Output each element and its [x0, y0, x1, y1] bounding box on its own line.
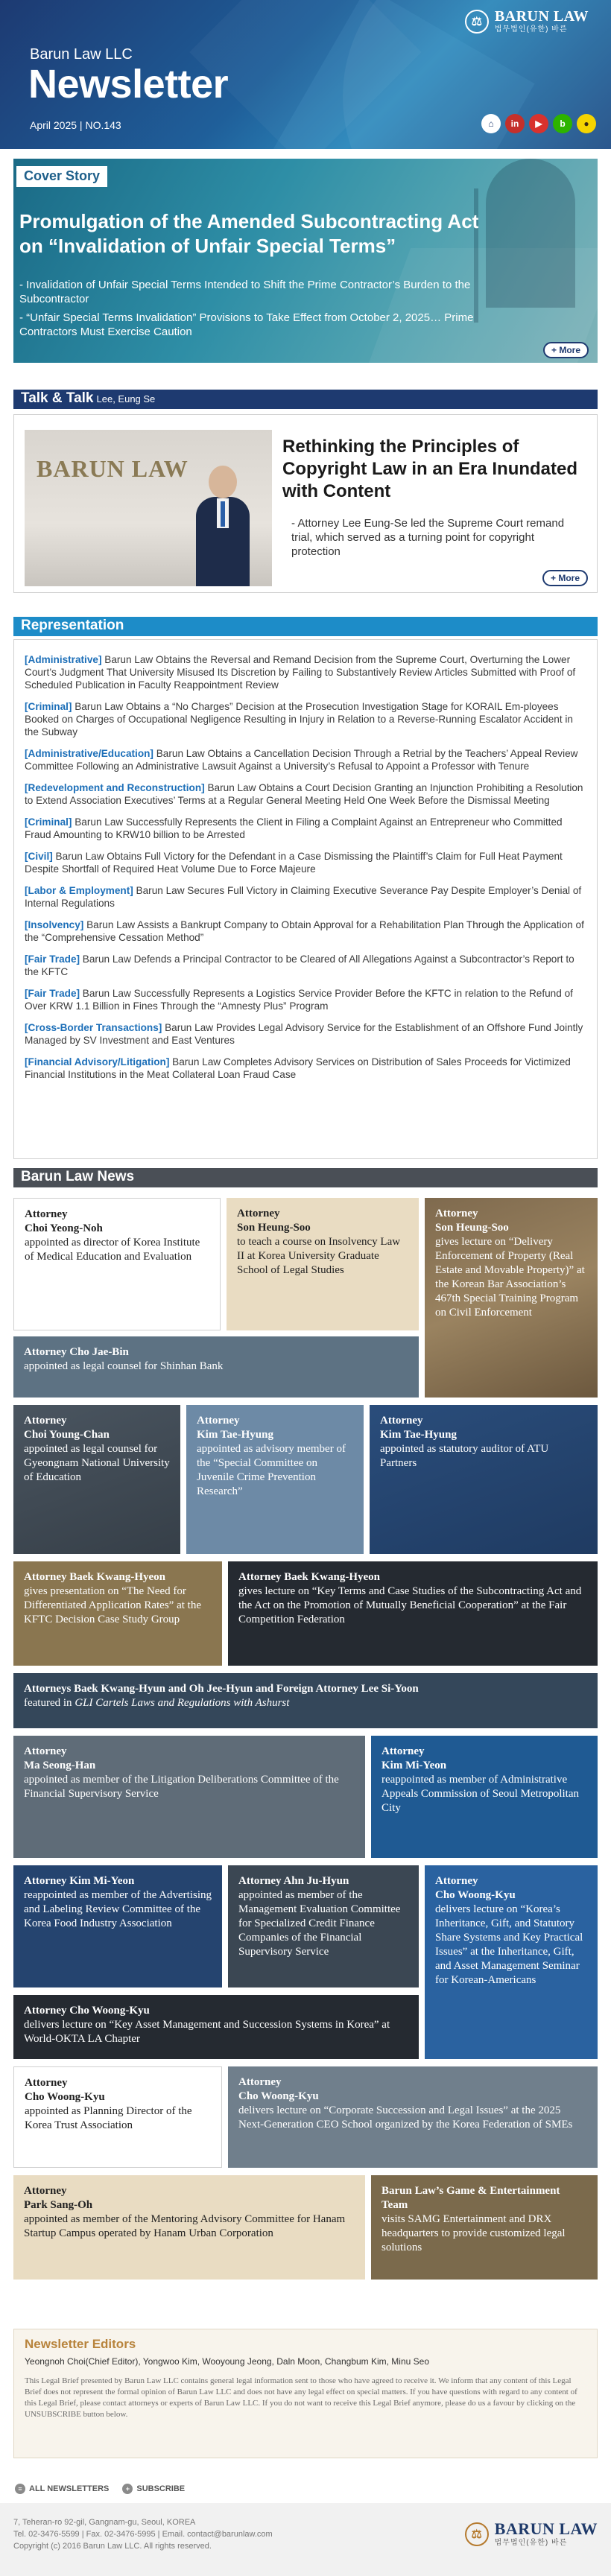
section-title: Barun Law News	[21, 1169, 135, 1184]
plus-icon: +	[122, 2484, 133, 2494]
editors-title: Newsletter Editors	[25, 2337, 136, 2351]
list-item[interactable]	[25, 1056, 586, 1081]
news-section-bar	[13, 1168, 598, 1187]
news-name: Choi Young-Chan	[24, 1429, 110, 1441]
list-icon: ≡	[15, 2484, 25, 2494]
news-role: Attorney	[24, 2185, 67, 2197]
newsletter-editors	[13, 2329, 598, 2458]
category-tag: [Fair Trade]	[25, 954, 80, 965]
news-card[interactable]	[13, 1736, 365, 1858]
news-name: Kim Tae-Hyung	[380, 1429, 457, 1441]
item-text: Barun Law Successfully Represents the Client in Filing a Complaint Against an Entrepreneur who Committed Fraud Amounting to KRW10 billion to be Arrested	[25, 816, 563, 840]
news-name: Kim Mi-Yeon	[382, 1760, 447, 1771]
talk-title[interactable]: Rethinking the Principles of Copyright Law in an Era Inundated with Content	[282, 437, 578, 501]
news-name: Park Sang-Oh	[24, 2199, 93, 2211]
category-tag: [Insolvency]	[25, 919, 84, 930]
news-role: Attorney	[237, 1208, 280, 1219]
category-tag: [Criminal]	[25, 701, 72, 712]
news-role: Attorney	[25, 1208, 68, 1220]
news-name: Choi Yeong-Noh	[25, 1222, 103, 1234]
footer-logo[interactable]	[465, 2521, 598, 2547]
news-card[interactable]	[371, 1736, 598, 1858]
news-role: Attorney Ahn Ju-Hyun	[238, 1875, 349, 1887]
cover-story-bullets	[19, 278, 481, 343]
news-card[interactable]	[425, 1198, 598, 1398]
news-card[interactable]	[13, 1995, 419, 2059]
logo-text: BARUN LAW	[494, 8, 589, 25]
news-text: appointed as Planning Director of the Korea Trust Association	[25, 2105, 192, 2131]
disclaimer: This Legal Brief presented by Barun Law LLC contains general legal information sent to those who have agreed to receive it. We inform that any content of this Legal Brief does not represent the formal opinion of Barun Law LLC and does not have any legal effect on special matters. If you have questions with regard to any content of this Legal Brief, please contact attorneys or experts of Barun Law LLC. If you do not want to receive this Legal Brief anymore, please do us a favour by clicking on the UNSUBSCRIBE button below.	[25, 2376, 577, 2419]
list-item[interactable]	[25, 653, 586, 691]
news-card[interactable]	[13, 1673, 598, 1728]
news-text: appointed as legal counsel for Shinhan Bank	[24, 1360, 224, 1372]
firm-name: Barun Law LLC	[30, 46, 133, 63]
item-text: Barun Law Obtains Full Victory for the Defendant in a Case Dismissing the Plaintiff’s Claim for Full Heat Payment Despite Shortfall of Required Heat Volume Due to Force Majeure	[25, 851, 563, 875]
news-name: Son Heung-Soo	[435, 1222, 509, 1234]
item-text: Barun Law Successfully Represents a Logistics Service Provider Before the KFTC in relation to the Refund of Over KRW 1.1 Billion in Fines Through the “Amnesty Plus” Program	[25, 988, 573, 1012]
news-card[interactable]	[186, 1405, 364, 1554]
address-line: 7, Teheran-ro 92-gil, Gangnam-gu, Seoul, KOREA	[13, 2518, 196, 2527]
list-item[interactable]	[25, 781, 586, 807]
subscribe-link[interactable]	[122, 2484, 185, 2494]
news-text: appointed as director of Korea Institute of Medical Education and Evaluation	[25, 1237, 200, 1263]
news-text: to teach a course on Insolvency Law II at Korea University Graduate School of Legal Studies	[237, 1236, 401, 1276]
editors-names: Yeongnoh Choi(Chief Editor), Yongwoo Kim, Wooyoung Jeong, Daln Moon, Changbum Kim, Minu Seo	[25, 2356, 429, 2367]
list-item[interactable]	[25, 953, 586, 978]
news-card[interactable]	[13, 2175, 365, 2280]
news-text: delivers lecture on “Key Asset Management and Succession Systems in Korea” at World-OKTA LA Chapter	[24, 2019, 390, 2045]
news-card[interactable]	[13, 2066, 222, 2168]
link-label: ALL NEWSLETTERS	[29, 2484, 110, 2493]
news-text: delivers lecture on “Corporate Succession and Legal Issues” at the 2025 Next-Generation CEO School organized by the Korea Federation of SMEs	[238, 2104, 573, 2131]
representation-list	[13, 639, 598, 1159]
news-role: Attorney Cho Jae-Bin	[24, 1346, 129, 1358]
item-text: Barun Law Secures Full Victory in Claiming Executive Severance Pay Despite Employer’s Denial of Internal Regulations	[25, 885, 582, 909]
logo-subtext: 법무법인(유한) 바른	[494, 25, 568, 34]
list-item[interactable]	[25, 747, 586, 773]
contact-line: Tel. 02-3476-5599 | Fax. 02-3476-5995 | Email. contact@barunlaw.com	[13, 2530, 273, 2539]
barun-law-logo[interactable]	[465, 9, 589, 34]
list-item[interactable]	[25, 700, 586, 738]
section-title: Representation	[21, 618, 124, 633]
news-text: appointed as member of the Litigation Deliberations Committee of the Financial Supervisory Service	[24, 1774, 339, 1800]
category-tag: [Fair Trade]	[25, 988, 80, 999]
item-text: Barun Law Obtains a “No Charges” Decision at the Prosecution Investigation Stage for KORAIL Em-ployees Booked on Charges of Occupational Negligence Resulting in Injury in Relation to a Reverse-Running Escalator Accident in the Subway	[25, 701, 573, 737]
linkedin-icon[interactable]: in	[505, 114, 525, 133]
category-tag: [Criminal]	[25, 816, 72, 828]
news-text: gives lecture on “Key Terms and Case Studies of the Subcontracting Act and the Act on the Promotion of Mutually Beneficial Cooperation” at the Fair Competition Federation	[238, 1585, 582, 1625]
representation-section-bar	[13, 617, 598, 636]
news-card[interactable]	[13, 1405, 180, 1554]
news-text: delivers lecture on “Korea’s Inheritance, Gift, and Statutory Share Systems and Key Practical Issues” at the Inheritance, Gift, and Asset Management Seminar for Korean-Americans	[435, 1903, 583, 1986]
item-text: Barun Law Completes Advisory Services on Distribution of Sales Proceeds for Victimized Financial Institutions in the Meat Collateral Loan Fraud Case	[25, 1056, 571, 1080]
blog-icon[interactable]: b	[553, 114, 572, 133]
news-card[interactable]	[228, 1865, 419, 1987]
logo-emblem-icon: ⚖	[465, 2522, 489, 2546]
issue-info: April 2025 | NO.143	[30, 119, 121, 131]
category-tag: [Financial Advisory/Litigation]	[25, 1056, 170, 1067]
news-role: Attorney Kim Mi-Yeon	[24, 1875, 135, 1887]
news-card[interactable]	[13, 1336, 419, 1398]
news-card[interactable]	[228, 1561, 598, 1666]
news-role: Attorney Baek Kwang-Hyeon	[238, 1571, 380, 1583]
cover-bullet: - “Unfair Special Terms Invalidation” Provisions to Take Effect from October 2, 2025… Prime Contractors Must Exercise Caution	[19, 311, 474, 338]
social-links	[481, 114, 596, 133]
news-name: Cho Woong-Kyu	[435, 1889, 516, 1901]
logo-text: BARUN LAW	[494, 2519, 598, 2538]
talk-section-bar	[13, 390, 598, 409]
news-card[interactable]	[13, 1198, 221, 1330]
news-card[interactable]	[228, 2066, 598, 2168]
list-item[interactable]	[25, 987, 586, 1012]
news-role: Attorney	[24, 1415, 67, 1427]
news-card[interactable]	[425, 1865, 598, 2059]
news-role: Attorney	[25, 2077, 68, 2089]
news-text: appointed as legal counsel for Gyeongnam National University of Education	[24, 1443, 170, 1483]
talk-description: - Attorney Lee Eung-Se led the Supreme Court remand trial, which served as a turning point for copyright protection	[291, 517, 565, 558]
all-newsletters-link[interactable]	[15, 2484, 109, 2494]
copyright: Copyright (c) 2016 Barun Law LLC. All rights reserved.	[13, 2542, 212, 2551]
news-role: Attorney	[380, 1415, 423, 1427]
category-tag: [Administrative]	[25, 654, 102, 665]
news-card[interactable]	[227, 1198, 419, 1330]
list-item[interactable]	[25, 850, 586, 875]
newsletter-title: Newsletter	[28, 62, 229, 107]
news-role: Attorney	[382, 1745, 425, 1757]
list-item[interactable]	[25, 884, 586, 910]
youtube-icon[interactable]: ▶	[529, 114, 548, 133]
news-card[interactable]	[370, 1405, 598, 1554]
news-role: Attorney	[24, 1745, 67, 1757]
item-text: Barun Law Obtains the Reversal and Remand Decision from the Supreme Court, Overturning the Lower Court’s Judgment That University Misused Its Discretion by Failing to Substantively Review Articles Submitted with Proof of Scheduled Publication in Faculty Reappointment Review	[25, 654, 576, 691]
item-text: Barun Law Assists a Bankrupt Company to Obtain Approval for a Rehabilitation Plan Through the Application of the “Comprehensive Cessation Method”	[25, 919, 584, 943]
news-name: Cho Woong-Kyu	[238, 2090, 319, 2102]
logo-subtext: 법무법인(유한) 바른	[494, 2539, 568, 2547]
item-text: Barun Law Obtains a Court Decision Granting an Injunction Prohibiting a Resolution to Extend Association Executives’ Terms at a Regular General Meeting Held One Week Before the Dismissal Meeting	[25, 782, 583, 806]
chat-icon[interactable]: ●	[577, 114, 596, 133]
cover-bullet: - Invalidation of Unfair Special Terms Intended to Shift the Prime Contractor’s Burden to the Subcontractor	[19, 279, 471, 305]
cover-story-title[interactable]: Promulgation of the Amended Subcontracting Act on “Invalidation of Unfair Special Terms”	[19, 210, 479, 257]
list-item[interactable]	[25, 1021, 586, 1047]
news-card[interactable]	[13, 1561, 222, 1666]
news-role: Attorney	[197, 1415, 240, 1427]
link-label: SUBSCRIBE	[136, 2484, 186, 2493]
category-tag: [Civil]	[25, 851, 53, 862]
newsletter-header	[0, 0, 611, 149]
category-tag: [Labor & Employment]	[25, 885, 133, 896]
section-title: Talk & Talk	[21, 390, 94, 406]
news-text: gives presentation on “The Need for Differentiated Application Rates” at the KFTC Decision Case Study Group	[24, 1585, 201, 1625]
list-item[interactable]	[25, 919, 586, 944]
news-role: Attorneys Baek Kwang-Hyun and Oh Jee-Hyun and Foreign Attorney Lee Si-Yoon	[24, 1683, 419, 1695]
news-role: Attorney Baek Kwang-Hyeon	[24, 1571, 165, 1583]
news-card[interactable]	[13, 1865, 222, 1987]
attorney-photo[interactable]	[25, 430, 272, 586]
category-tag: [Administrative/Education]	[25, 748, 153, 759]
news-text: featured in GLI Cartels Laws and Regulations with Ashurst	[24, 1697, 290, 1709]
category-tag: [Redevelopment and Reconstruction]	[25, 782, 205, 793]
item-text: Barun Law Defends a Principal Contractor to be Cleared of All Allegations Against a Subcontractor’s Report to the KFTC	[25, 954, 574, 977]
news-text: visits SAMG Entertainment and DRX headquarters to provide customized legal solutions	[382, 2213, 566, 2253]
category-tag: [Cross-Border Transactions]	[25, 1022, 162, 1033]
photo-backdrop-logo: BARUN LAW	[37, 455, 189, 482]
home-icon[interactable]: ⌂	[481, 114, 501, 133]
news-role: Attorney	[238, 2076, 282, 2088]
item-text: Barun Law Provides Legal Advisory Service for the Establishment of an Offshore Fund Jointly Managed by SV Investment and East Ventures	[25, 1022, 583, 1046]
news-text: gives lecture on “Delivery Enforcement of Property (Real Estate and Movable Property)” at the Korean Bar Association’s 467th Special Training Program on Civil Enforcement	[435, 1236, 585, 1319]
news-role: Attorney	[435, 1875, 478, 1887]
news-text: appointed as member of the Mentoring Advisory Committee for Hanam Startup Campus operated by Hanam Urban Corporation	[24, 2213, 346, 2239]
news-text: reappointed as member of Administrative Appeals Commission of Seoul Metropolitan City	[382, 1774, 579, 1814]
news-role: Attorney Cho Woong-Kyu	[24, 2005, 150, 2017]
news-text: appointed as member of the Management Evaluation Committee for Specialized Credit Finance Companies of the Financial Supervisory Service	[238, 1889, 401, 1958]
news-text: appointed as advisory member of the “Special Committee on Juvenile Crime Prevention Research”	[197, 1443, 346, 1497]
footer	[0, 2503, 611, 2576]
list-item[interactable]	[25, 816, 586, 841]
cover-story-tag: Cover Story	[16, 166, 107, 187]
news-role: Attorney	[435, 1208, 478, 1219]
logo-emblem-icon: ⚖	[465, 10, 489, 34]
news-card[interactable]	[371, 2175, 598, 2280]
talk-article	[13, 414, 598, 593]
footer-links	[15, 2484, 185, 2494]
talk-author: Lee, Eung Se	[96, 393, 156, 405]
news-role: Barun Law’s Game & Entertainment Team	[382, 2185, 560, 2211]
news-name: Son Heung-Soo	[237, 1222, 311, 1234]
footer-address	[13, 2516, 273, 2552]
talk-more-button[interactable]: + More	[542, 570, 588, 586]
news-text: reappointed as member of the Advertising and Labeling Review Committee of the Korea Food Industry Association	[24, 1889, 212, 1929]
news-text: appointed as statutory auditor of ATU Partners	[380, 1443, 549, 1469]
cover-more-button[interactable]: + More	[543, 342, 589, 358]
news-name: Kim Tae-Hyung	[197, 1429, 273, 1441]
item-text: Barun Law Obtains a Cancellation Decision Through a Retrial by the Teachers’ Appeal Review Committee Following an Administrative Lawsuit Against a University’s Refusal to Appoint a Professor with Tenure	[25, 748, 578, 772]
news-name: Cho Woong-Kyu	[25, 2091, 105, 2103]
cover-story	[13, 159, 598, 363]
news-name: Ma Seong-Han	[24, 1760, 96, 1771]
